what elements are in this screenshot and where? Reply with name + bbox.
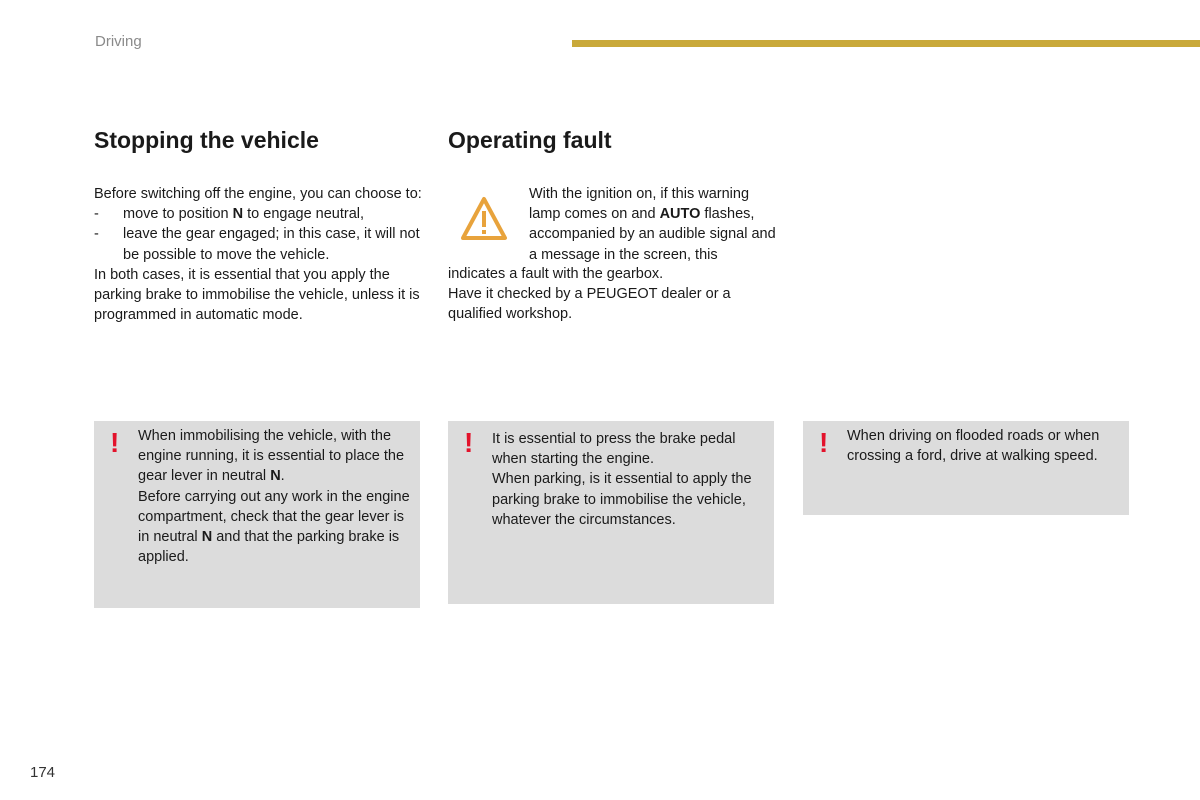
note-text-span: When immobilising the vehicle, with the engine running, it is essential to place the gear lever in neutral (138, 428, 405, 485)
bullet-item (94, 204, 424, 224)
note-text-span: . (280, 468, 285, 485)
bullet-text: leave the gear engaged; in this case, it will not be possible to move the vehicle. (123, 226, 420, 263)
fault-text: With the ignition on, if this warning lamp comes on and (529, 186, 750, 223)
fault-title: Operating fault (448, 127, 612, 153)
gear-n-bold: N (270, 468, 281, 485)
note-paragraph: When parking, is it essential to apply the parking brake to immobilise the vehicle, whatever the circumstances. (492, 471, 752, 528)
fault-body (448, 264, 778, 325)
header-accent-bar (572, 40, 1200, 47)
warning-triangle-icon (460, 196, 508, 242)
exclamation-icon: ! (819, 427, 829, 458)
exclamation-icon: ! (110, 427, 120, 458)
note-paragraph (138, 426, 418, 487)
fault-text: flashes, accompanied by an audible signal and a message in the screen, this (529, 206, 776, 263)
note-text (847, 426, 1127, 466)
stopping-body (94, 184, 424, 325)
stopping-title: Stopping the vehicle (94, 127, 319, 153)
fault-line: indicates a fault with the gearbox. (448, 266, 664, 282)
gear-n-bold: N (232, 206, 244, 223)
fault-intro (529, 184, 779, 265)
warning-note-3 (803, 421, 1129, 515)
note-text-span: Before carrying out any work in the engine compartment, check that the gear lever is in neutral (138, 488, 410, 546)
note-paragraph: When driving on flooded roads or when crossing a ford, drive at walking speed. (847, 428, 1100, 465)
section-label: Driving (95, 33, 142, 50)
gear-n-bold: N (201, 529, 213, 546)
warning-note-1 (94, 421, 420, 608)
bullet-text: move to position (123, 206, 233, 223)
bullet-dash: - (94, 206, 99, 223)
auto-bold: AUTO (659, 206, 701, 223)
stopping-outro: In both cases, it is essential that you apply the parking brake to immobilise the vehicle, unless it is programmed in automatic mode. (94, 266, 420, 324)
bullet-text: to engage neutral, (243, 206, 365, 223)
note-paragraph: It is essential to press the brake pedal when starting the engine. (492, 431, 736, 468)
page-number: 174 (30, 764, 56, 781)
note-text-span: and that the parking brake is applied. (138, 529, 400, 566)
bullet-dash: - (94, 226, 99, 243)
stopping-intro: Before switching off the engine, you can choose to: (94, 186, 422, 202)
warning-note-2 (448, 421, 774, 604)
exclamation-icon: ! (464, 427, 474, 458)
note-text (492, 429, 772, 530)
bullet-item (94, 224, 424, 264)
note-text (138, 426, 418, 567)
note-paragraph (138, 487, 418, 568)
fault-line: Have it checked by a PEUGEOT dealer or a qualified workshop. (448, 286, 731, 323)
